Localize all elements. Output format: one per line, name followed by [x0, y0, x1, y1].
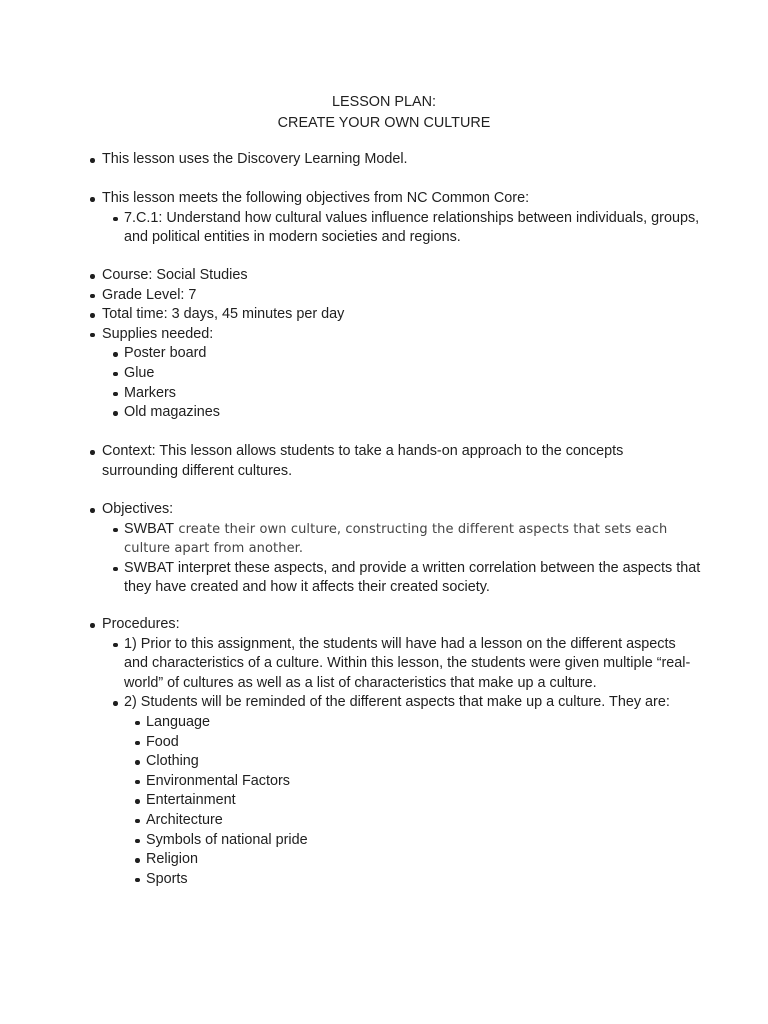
standards-list [102, 189, 702, 248]
aspect-item: Architecture [146, 811, 702, 831]
standards-lead: This lesson meets the following objectives from NC Common Core: [102, 190, 530, 206]
objectives-label: Objectives: [102, 501, 174, 517]
aspect-item: Food [146, 733, 702, 753]
objectives-item [102, 500, 702, 598]
details-list [102, 266, 702, 423]
supply-item: Markers [124, 384, 702, 404]
culture-aspects-list [124, 713, 702, 889]
procedures-label: Procedures: [102, 616, 180, 632]
supply-item: Old magazines [124, 403, 702, 423]
objective-1-text: create their own culture, constructing the different aspects that sets each culture apart from another. [124, 521, 668, 557]
supplies-label: Supplies needed: [102, 325, 214, 342]
procedures-sublist [102, 635, 702, 890]
context-list [102, 442, 702, 481]
aspect-item: Symbols of national pride [146, 831, 702, 851]
objectives-sublist [102, 520, 702, 598]
procedures-item [102, 615, 702, 889]
aspect-item: Entertainment [146, 791, 702, 811]
procedure-step-2 [124, 693, 702, 889]
supplies-list [102, 344, 702, 422]
time-item: Total time: 3 days, 45 minutes per day [102, 305, 702, 325]
objective-1-lead: SWBAT [124, 520, 175, 537]
intro-list [102, 150, 702, 170]
aspect-item: Language [146, 713, 702, 733]
intro-item: This lesson uses the Discovery Learning Model. [102, 150, 702, 170]
aspect-item: Sports [146, 870, 702, 890]
objective-2: SWBAT interpret these aspects, and provide a written correlation between the aspects that they have created and how it affects their created society. [124, 559, 702, 598]
procedure-step-2-text: 2) Students will be reminded of the different aspects that make up a culture. They are: [124, 694, 670, 711]
objectives-list [102, 500, 702, 598]
aspect-item: Clothing [146, 752, 702, 772]
title-line-1: LESSON PLAN: [332, 94, 436, 110]
context-label: Context: [102, 443, 156, 459]
aspect-item: Environmental Factors [146, 772, 702, 792]
supply-item: Glue [124, 364, 702, 384]
standards-sublist [102, 209, 702, 248]
supply-item: Poster board [124, 344, 702, 364]
context-item [102, 442, 702, 481]
standard-7c1: 7.C.1: Understand how cultural values influence relationships between individuals, groups, and political entities in modern societies and regions. [124, 209, 702, 248]
supplies-item [102, 325, 702, 423]
grade-item: Grade Level: 7 [102, 286, 702, 306]
course-item: Course: Social Studies [102, 266, 702, 286]
title-line-2: CREATE YOUR OWN CULTURE [277, 115, 491, 131]
page-title [0, 92, 768, 134]
context-text: This lesson allows students to take a hands-on approach to the concepts surrounding different cultures. [102, 443, 624, 479]
objective-1 [124, 520, 702, 559]
aspect-item: Religion [146, 850, 702, 870]
standards-item [102, 189, 702, 248]
procedures-list [102, 615, 702, 889]
procedure-step-1: 1) Prior to this assignment, the students will have had a lesson on the different aspects and characteristics of a culture. Within this lesson, the students were given multiple “real-world” of cultures as well as a list of characteristics that make up a culture. [124, 635, 702, 694]
